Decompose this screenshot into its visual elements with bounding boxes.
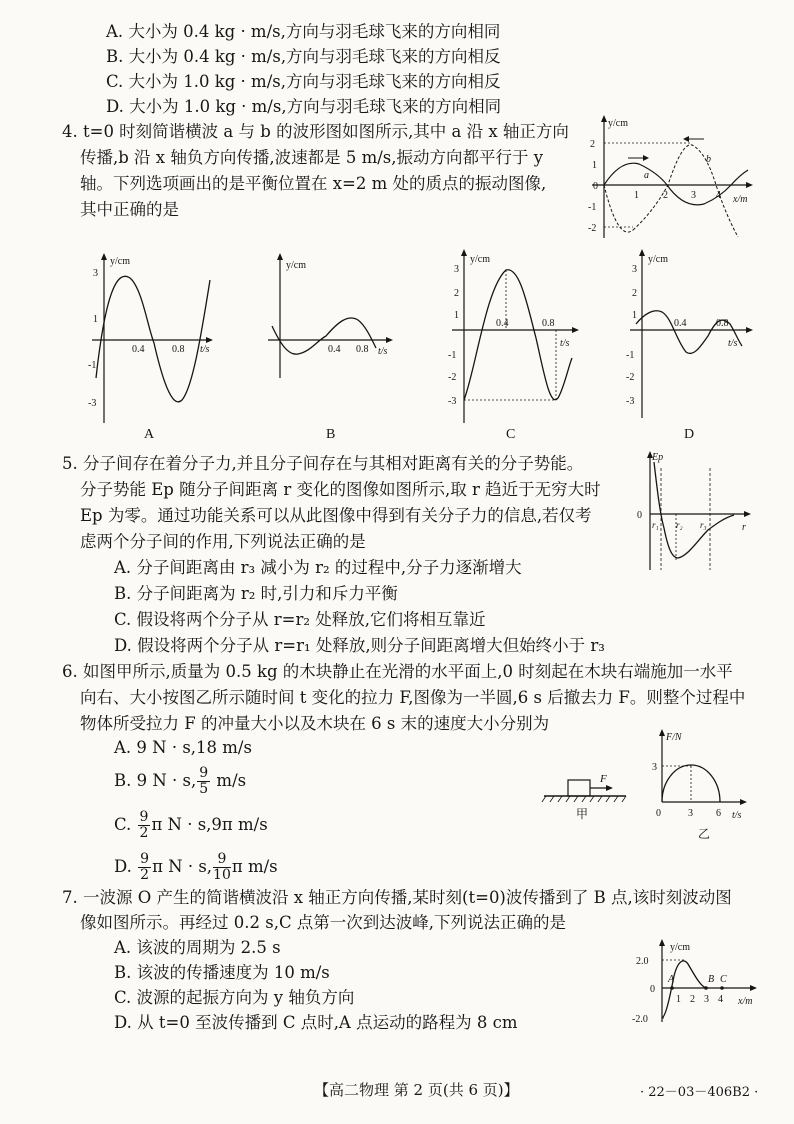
q5-y-label: Ep bbox=[652, 452, 664, 463]
svg-text:2: 2 bbox=[632, 288, 637, 299]
q5-option-b: B. 分子间距离为 r₂ 时,引力和斥力平衡 bbox=[114, 584, 398, 603]
q7-x-label: x/m bbox=[738, 996, 753, 1007]
svg-text:-3: -3 bbox=[448, 396, 457, 407]
q7-y-tick-0: 0 bbox=[650, 984, 655, 995]
q4-wave-figure bbox=[588, 112, 758, 242]
q6-caption-jia: 甲 bbox=[576, 807, 589, 821]
q4-option-c-graph bbox=[444, 248, 584, 443]
q5-origin: 0 bbox=[637, 510, 642, 521]
q4-y-tick-1: 1 bbox=[592, 160, 597, 171]
svg-text:0.4: 0.4 bbox=[328, 344, 341, 355]
q7-x-tick-4: 4 bbox=[718, 994, 723, 1005]
svg-text:t/s: t/s bbox=[560, 338, 570, 349]
q7-stem-line-1: 7. 一波源 O 产生的简谐横波沿 x 轴正方向传播,某时刻(t=0)波传播到了 B 点,该时刻波动图 bbox=[62, 888, 732, 907]
q4-x-tick-4: 4 bbox=[716, 190, 721, 201]
svg-text:-2: -2 bbox=[448, 372, 457, 383]
q6-figure-yi bbox=[648, 726, 758, 856]
q6-option-a: A. 9 N · s,18 m/s bbox=[114, 738, 252, 757]
q6-stem-line-1: 6. 如图甲所示,质量为 0.5 kg 的木块静止在光滑的水平面上,0 时刻起在木块右端施加一水平 bbox=[62, 662, 733, 681]
q7-y-tick-2: 2.0 bbox=[636, 956, 649, 967]
q3-option-a: A. 大小为 0.4 kg · m/s,方向与羽毛球飞来的方向相同 bbox=[106, 22, 501, 41]
svg-text:1: 1 bbox=[93, 314, 98, 325]
q6-option-b: B. 9 N · s, $\frac{9}{5}$ m/s bbox=[114, 765, 247, 797]
q5-x-label: r bbox=[742, 522, 746, 533]
q4-x-tick-3: 3 bbox=[691, 190, 696, 201]
svg-text:3: 3 bbox=[93, 268, 98, 279]
q7-option-c: C. 波源的起振方向为 y 轴负方向 bbox=[114, 988, 355, 1007]
q7-y-label: y/cm bbox=[670, 942, 690, 953]
q5-option-a: A. 分子间距离由 r₃ 减小为 r₂ 的过程中,分子力逐渐增大 bbox=[114, 558, 522, 577]
svg-text:-3: -3 bbox=[88, 398, 97, 409]
q4-x-tick-1: 1 bbox=[634, 190, 639, 201]
svg-text:2: 2 bbox=[454, 288, 459, 299]
q4-option-d-graph bbox=[622, 248, 757, 443]
q7-point-a: A bbox=[668, 974, 675, 985]
q6-y-label: F/N bbox=[666, 732, 682, 743]
q3-option-b: B. 大小为 0.4 kg · m/s,方向与羽毛球飞来的方向相反 bbox=[106, 47, 501, 66]
q4-stem-line-2: 传播,b 沿 x 轴负方向传播,波速都是 5 m/s,振动方向都平行于 y bbox=[80, 148, 544, 167]
q7-x-tick-1: 1 bbox=[676, 994, 681, 1005]
q3-option-d: D. 大小为 1.0 kg · m/s,方向与羽毛球飞来的方向相同 bbox=[106, 97, 502, 116]
svg-text:y/cm: y/cm bbox=[110, 256, 130, 267]
svg-text:0.4: 0.4 bbox=[132, 344, 145, 355]
q7-wave-figure bbox=[630, 936, 760, 1026]
q5-option-c: C. 假设将两个分子从 r=r₂ 处释放,它们将相互靠近 bbox=[114, 610, 486, 629]
svg-text:t/s: t/s bbox=[728, 338, 738, 349]
q4-y-label: y/cm bbox=[608, 118, 628, 129]
svg-text:0.8: 0.8 bbox=[542, 318, 555, 329]
page-footer-code: · 22－03－406B2 · bbox=[640, 1085, 759, 1100]
q6-force-label: F bbox=[600, 773, 607, 785]
svg-text:3: 3 bbox=[454, 264, 459, 275]
q5-option-d: D. 假设将两个分子从 r=r₁ 处释放,则分子间距离增大但始终小于 r₃ bbox=[114, 636, 605, 655]
svg-text:y/cm: y/cm bbox=[470, 254, 490, 265]
q7-point-b: B bbox=[708, 974, 715, 985]
q7-option-a: A. 该波的周期为 2.5 s bbox=[114, 938, 281, 957]
q4-option-b-graph bbox=[262, 248, 397, 443]
q4-wave-b-label: b bbox=[706, 154, 711, 165]
page-footer-center: 【高二物理 第 2 页(共 6 页)】 bbox=[314, 1081, 519, 1099]
q6-option-c: C. $\frac{9}{2}$ π N · s,9π m/s bbox=[114, 809, 268, 841]
q4-x-label: x/m bbox=[733, 194, 748, 205]
q7-curve bbox=[662, 961, 706, 1018]
q4-option-d-letter: D bbox=[684, 427, 695, 442]
q5-r2: r₂ bbox=[676, 520, 683, 530]
svg-text:3: 3 bbox=[632, 264, 637, 275]
q6-figure-jia bbox=[540, 762, 630, 822]
q4-option-c-letter: C bbox=[506, 427, 516, 442]
q4-y-tick-0: 0 bbox=[593, 181, 598, 192]
q6-caption-yi: 乙 bbox=[698, 827, 711, 841]
q7-option-d: D. 从 t=0 至波传播到 C 点时,A 点运动的路程为 8 cm bbox=[114, 1013, 518, 1032]
q7-x-tick-2: 2 bbox=[690, 994, 695, 1005]
q7-option-b: B. 该波的传播速度为 10 m/s bbox=[114, 963, 330, 982]
svg-text:y/cm: y/cm bbox=[648, 254, 668, 265]
q4-y-tick-m1: -1 bbox=[588, 202, 597, 213]
q6-block bbox=[568, 780, 590, 796]
q5-r3: r₃ bbox=[700, 520, 707, 530]
q4-option-a-letter: A bbox=[144, 427, 155, 442]
q6-stem-line-2: 向右、大小按图乙所示随时间 t 变化的拉力 F,图像为一半圆,6 s 后撤去力 F。则整个过程中 bbox=[80, 688, 746, 707]
q4-wave-a bbox=[604, 163, 748, 205]
svg-text:-1: -1 bbox=[88, 360, 97, 371]
q5-curve bbox=[654, 462, 734, 558]
q5-stem-line-4: 虑两个分子间的作用,下列说法正确的是 bbox=[80, 532, 366, 551]
q4-y-tick-2: 2 bbox=[590, 139, 595, 150]
svg-text:t/s: t/s bbox=[200, 344, 210, 355]
q4-stem-line-4: 其中正确的是 bbox=[80, 200, 179, 219]
q7-x-tick-3: 3 bbox=[704, 994, 709, 1005]
q7-y-tick-m2: -2.0 bbox=[632, 1014, 648, 1025]
svg-text:0.8: 0.8 bbox=[716, 318, 729, 329]
q6-t-tick-6: 6 bbox=[716, 808, 721, 819]
q4-x-tick-2: 2 bbox=[663, 190, 668, 201]
q7-stem-line-2: 像如图所示。再经过 0.2 s,C 点第一次到达波峰,下列说法正确的是 bbox=[80, 913, 567, 932]
q5-stem-line-3: Ep 为零。通过功能关系可以从此图像中得到有关分子力的信息,若仅考 bbox=[80, 506, 592, 525]
svg-text:-1: -1 bbox=[448, 350, 457, 361]
q6-option-d: D. $\frac{9}{2}$ π N · s, $\frac{9}{10}$ π m/s bbox=[114, 851, 278, 883]
q4-option-b-letter: B bbox=[326, 427, 336, 442]
q4-y-tick-m2: -2 bbox=[588, 223, 597, 234]
q4-stem-line-1: 4. t=0 时刻简谐横波 a 与 b 的波形图如图所示,其中 a 沿 x 轴正方向 bbox=[62, 122, 569, 141]
q5-r1: r₁ bbox=[652, 520, 659, 530]
q6-t-tick-3: 3 bbox=[688, 808, 693, 819]
q6-stem-line-3: 物体所受拉力 F 的冲量大小以及木块在 6 s 末的速度大小分别为 bbox=[80, 714, 550, 733]
q6-origin: 0 bbox=[656, 808, 661, 819]
q4-option-a-graph bbox=[82, 248, 217, 443]
q5-stem-line-2: 分子势能 Ep 随分子间距离 r 变化的图像如图所示,取 r 趋近于无穷大时 bbox=[80, 480, 601, 499]
q4-wave-a-label: a bbox=[644, 170, 649, 181]
svg-text:0.8: 0.8 bbox=[172, 344, 185, 355]
svg-text:1: 1 bbox=[454, 310, 459, 321]
svg-text:1: 1 bbox=[632, 310, 637, 321]
q3-option-c: C. 大小为 1.0 kg · m/s,方向与羽毛球飞来的方向相反 bbox=[106, 72, 501, 91]
q4-a-curve bbox=[96, 276, 210, 402]
q6-y-tick: 3 bbox=[652, 762, 657, 773]
q6-x-label: t/s bbox=[732, 810, 742, 821]
q4-stem-line-3: 轴。下列选项画出的是平衡位置在 x=2 m 处的质点的振动图像, bbox=[80, 174, 547, 193]
q7-point-c: C bbox=[720, 974, 727, 985]
svg-text:0.4: 0.4 bbox=[674, 318, 687, 329]
svg-text:y/cm: y/cm bbox=[286, 260, 306, 271]
svg-text:-2: -2 bbox=[626, 372, 635, 383]
svg-text:t/s: t/s bbox=[378, 346, 388, 357]
q5-stem-line-1: 5. 分子间存在着分子力,并且分子间存在与其相对距离有关的分子势能。 bbox=[62, 454, 584, 473]
q5-potential-energy-figure bbox=[630, 448, 755, 573]
svg-text:-3: -3 bbox=[626, 396, 635, 407]
svg-text:0.8: 0.8 bbox=[356, 344, 369, 355]
svg-text:-1: -1 bbox=[626, 350, 635, 361]
svg-text:0.4: 0.4 bbox=[496, 318, 509, 329]
